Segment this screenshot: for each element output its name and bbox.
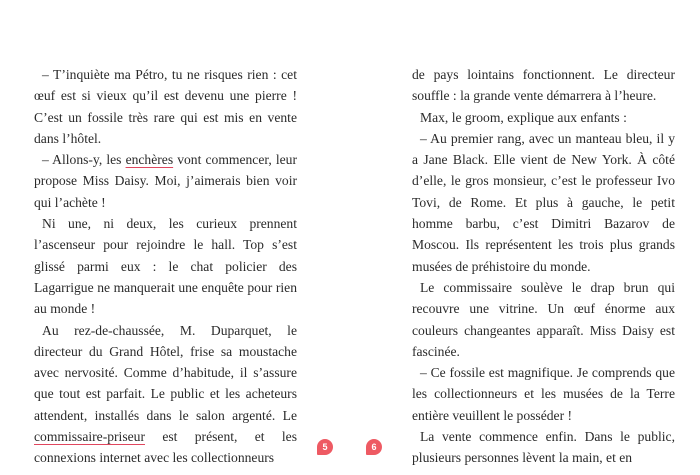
right-page bbox=[350, 0, 700, 475]
paragraph bbox=[34, 320, 297, 469]
page-number-badge: 5 bbox=[317, 439, 333, 455]
paragraph: de pays lointains fonctionnent. Le directeur souffle : la grande vente démarrera à l’heure. bbox=[412, 67, 675, 104]
paragraph-text: Au rez-de-chaussée, M. Duparquet, le directeur du Grand Hôtel, frise sa moustache avec nervosité. Comme d’habitude, il s’assure que tout est parfait. Le public et les acheteurs attendent, installés dans le salon argenté. Le bbox=[34, 322, 297, 423]
paragraph-text: vont commencer, leur propose Miss Daisy. Moi, j’aimerais bien voir qui l’achète ! bbox=[34, 152, 297, 210]
paragraph: – Ce fossile est magnifique. Je comprends que les collectionneurs et les musées de la Terre entière veuillent le posséder ! bbox=[412, 365, 675, 423]
paragraph: Max, le groom, explique aux enfants : bbox=[420, 109, 627, 125]
paragraph: – Au premier rang, avec un manteau bleu, il y a Jane Black. Elle vient de New York. À côté d’elle, le gros monsieur, c’est le professeur Ivo Tovi, de Rome. Et plus à gauche, le petit homme barbu, c’est Dimitri Bazarov de Moscou. Ils représentent les trois plus grands musées de préhistoire du monde. bbox=[412, 130, 675, 274]
paragraph-text: – Allons-y, les bbox=[42, 152, 126, 168]
left-text-column bbox=[34, 64, 297, 469]
page-number-badge: 6 bbox=[366, 439, 382, 455]
glossary-link-commissaire-priseur[interactable]: commissaire-priseur bbox=[34, 429, 145, 445]
paragraph: Ni une, ni deux, les curieux prennent l’ascenseur pour rejoindre le hall. Top s’est glissé parmi eux : le chat policier des Lagarrigue ne manquerait une enquête pour rien au monde ! bbox=[34, 216, 297, 317]
paragraph bbox=[34, 149, 297, 213]
paragraph: Le commissaire soulève le drap brun qui recouvre une vitrine. Un œuf énorme aux couleurs changeantes apparaît. Miss Daisy est fascinée. bbox=[412, 279, 675, 359]
right-text-column bbox=[412, 64, 675, 469]
glossary-link-encheres[interactable]: enchères bbox=[125, 152, 174, 168]
paragraph: La vente commence enfin. Dans le public, plusieurs personnes lèvent la main, et en bbox=[412, 429, 675, 466]
paragraph: – T’inquiète ma Pétro, tu ne risques rien : cet œuf est si vieux qu’il est devenu une pierre ! C’est un fossile très rare qui est mis en vente dans l’hôtel. bbox=[34, 67, 297, 146]
paragraph-text: est présent, et les connexions internet avec les collectionneurs bbox=[34, 429, 297, 466]
